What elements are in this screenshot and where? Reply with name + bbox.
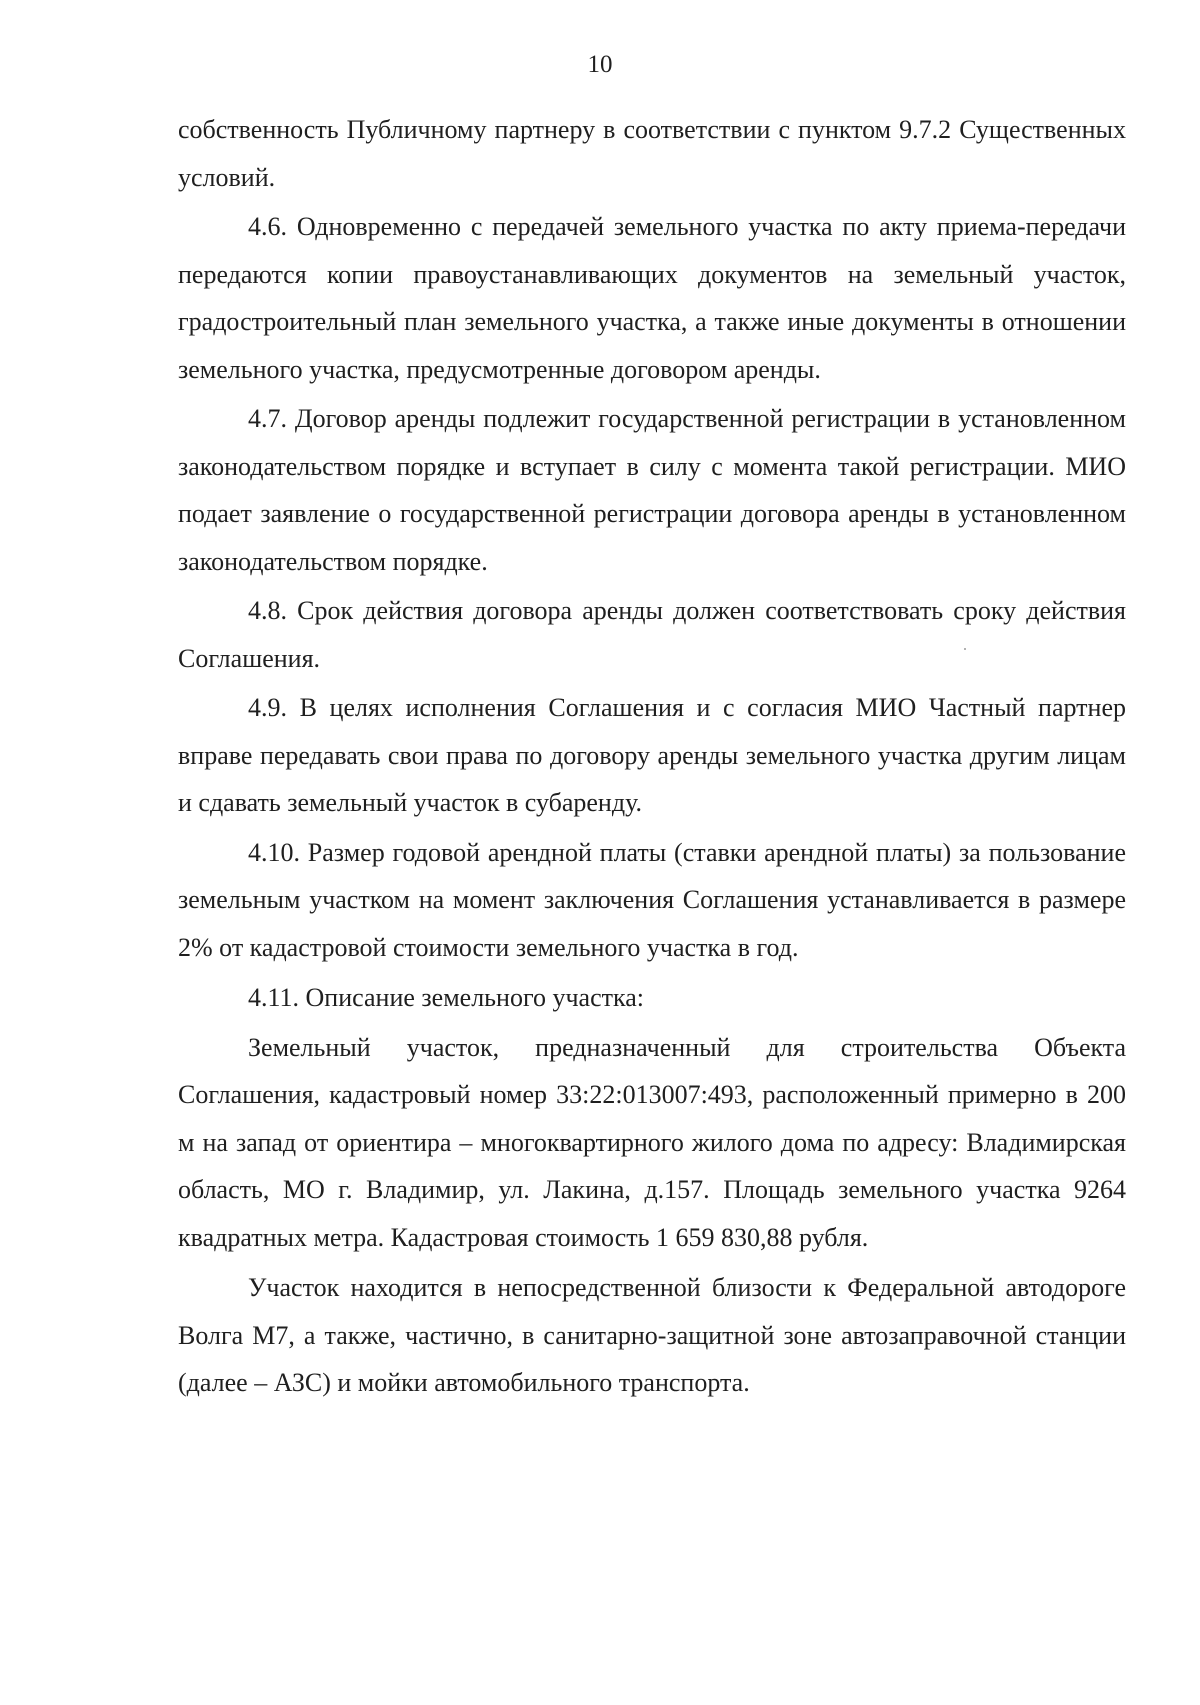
paragraph-4-9: 4.9. В целях исполнения Соглашения и с согласия МИО Частный партнер вправе передавать свои права по договору аренды земельного участка другим лицам и сдавать земельный участок в субаренду. [178,693,1126,817]
paragraph-location: Участок находится в непосредственной близости к Федеральной автодороге Волга М7, а также, частично, в санитарно-защитной зоне автозаправочной станции (далее – АЗС) и мойки автомобильного транспорта. [178,1273,1126,1397]
paragraph-4-10: 4.10. Размер годовой арендной платы (ставки арендной платы) за пользование земельным участком на момент заключения Соглашения устанавливается в размере 2% от кадастровой стоимости земельного участка в год. [178,837,1126,962]
scan-dust-mark [964,648,966,650]
page-number: 10 [587,51,613,78]
paragraph-4-11: 4.11. Описание земельного участка: [248,983,644,1012]
paragraph-continuation: собственность Публичному партнеру в соответствии с пунктом 9.7.2 Существенных условий. [178,115,1126,192]
paragraph-land-description: Земельный участок, предназначенный для строительства Объекта Соглашения, кадастровый номер 33:22:013007:493, расположенный примерно в 200 м на запад от ориентира – многоквартирного жилого дома по адресу: Владимирская область, МО г. Владимир, ул. Лакина, д.157. Площадь земельного участка 9264 квадратных метра. Кадастровая стоимость 1 659 830,88 рубля. [178,1032,1126,1252]
paragraph-4-8: 4.8. Срок действия договора аренды должен соответствовать сроку действия Соглашения. [178,596,1126,673]
paragraph-4-6: 4.6. Одновременно с передачей земельного участка по акту приема-передачи передаются копии правоустанавливающих документов на земельный участок, градостроительный план земельного участка, а также иные документы в отношении земельного участка, предусмотренные договором аренды. [178,212,1126,384]
document-body [178,106,1126,1409]
paragraph-4-7: 4.7. Договор аренды подлежит государственной регистрации в установленном законодательством порядке и вступает в силу с момента такой регистрации. МИО подает заявление о государственной регистрации договора аренды в установленном законодательством порядке. [178,404,1126,576]
